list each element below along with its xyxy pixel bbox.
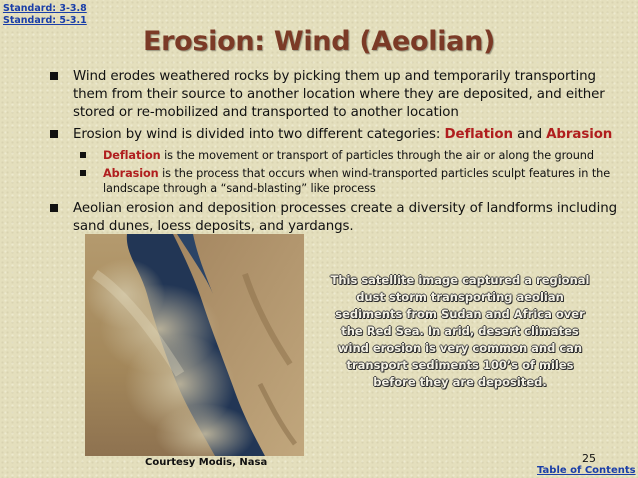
- bullet-marker: [50, 204, 58, 212]
- standard-link-2[interactable]: Standard: 5-3.1: [3, 15, 87, 26]
- bullet-landforms: [48, 200, 623, 236]
- bullet-marker: [50, 130, 58, 138]
- subbullet-marker: [80, 152, 86, 158]
- subbullet-term: Abrasion: [103, 166, 159, 180]
- image-caption: This satellite image captured a regional dust storm transporting aeolian sediments from Sudan and Africa over the Red Sea. In arid, desert climates wind erosion is very common and can transport sediments 100’s of miles before they are deposited.: [330, 273, 590, 389]
- standard-link-1[interactable]: Standard: 3-3.8: [3, 3, 87, 14]
- bullet-categories: [48, 126, 623, 144]
- bullet-text-and: and: [512, 127, 547, 142]
- bullet-list: [48, 68, 623, 240]
- subbullet-text: is the process that occurs when wind-transported particles sculpt features in the landscape through a “sand-blasting” like process: [103, 166, 611, 195]
- subbullet-deflation: [78, 148, 623, 164]
- term-abrasion: Abrasion: [546, 127, 613, 142]
- bullet-text: Aeolian erosion and deposition processes create a diversity of landforms including sand dunes, loess deposits, and yardangs.: [73, 200, 617, 234]
- satellite-image: [85, 234, 304, 456]
- page-number: 25: [582, 452, 596, 465]
- table-of-contents-link[interactable]: Table of Contents: [537, 465, 636, 476]
- bullet-wind-erodes: [48, 68, 623, 122]
- slide-title: Erosion: Wind (Aeolian): [142, 26, 496, 57]
- bullet-marker: [50, 72, 58, 80]
- subbullet-text: is the movement or transport of particles through the air or along the ground: [160, 149, 594, 162]
- bullet-text: Wind erodes weathered rocks by picking them up and temporarily transporting them from their source to another location where they are deposited, and either stored or re-mobilized and transported to another location: [73, 69, 605, 120]
- image-credit: Courtesy Modis, Nasa: [145, 457, 268, 468]
- subbullet-marker: [80, 170, 86, 176]
- subbullet-abrasion: [78, 166, 623, 197]
- subbullet-term: Deflation: [103, 149, 161, 162]
- bullet-text-prefix: Erosion by wind is divided into two different categories:: [73, 127, 445, 142]
- term-deflation: Deflation: [444, 127, 513, 142]
